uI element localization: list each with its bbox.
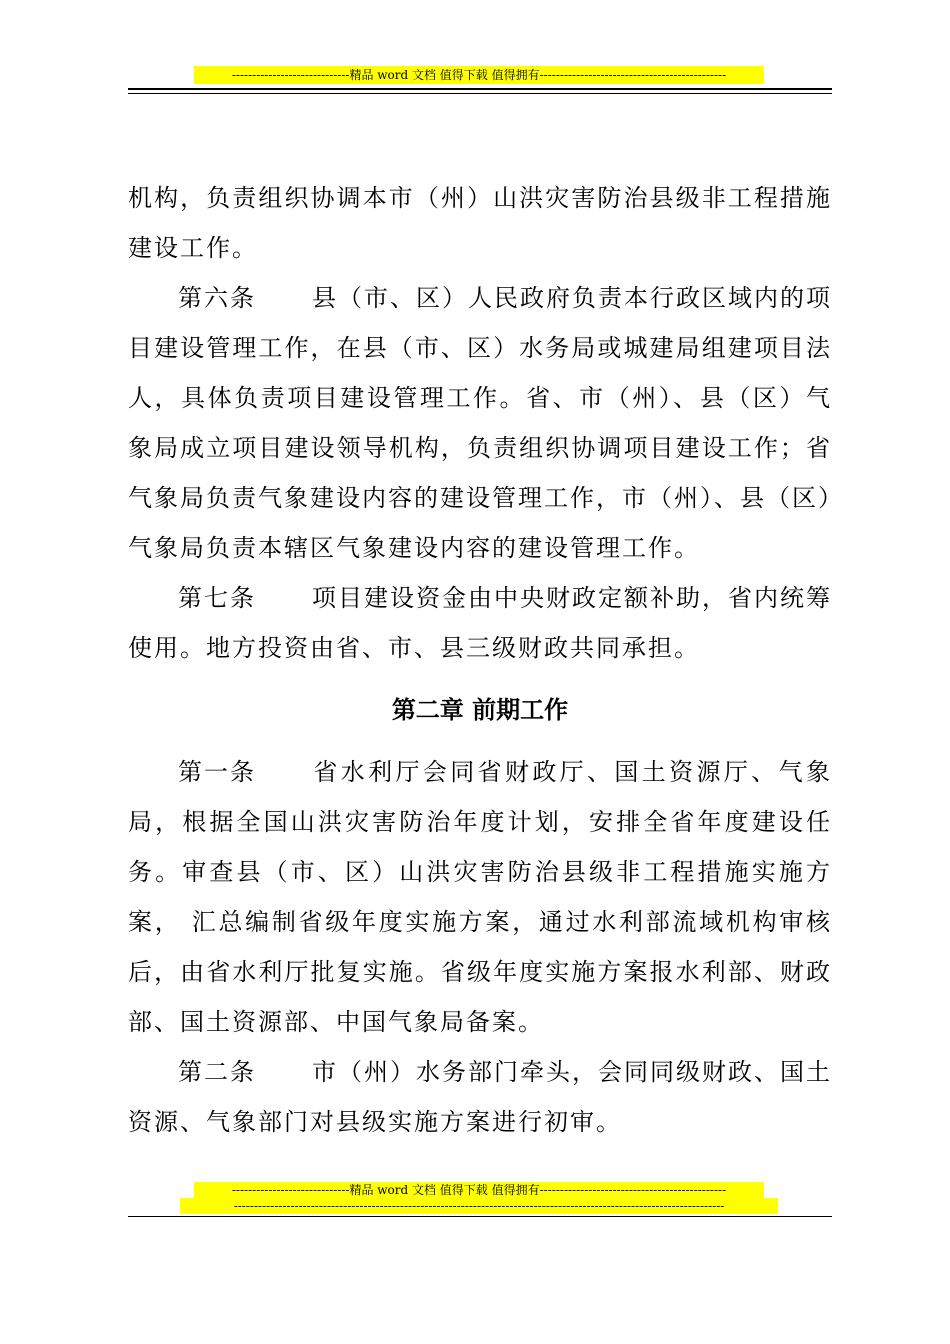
- article-7: [128, 573, 832, 673]
- footer-banner: -----------------------------精品 word 文档 值得下载 值得拥有----------------------------------------------: [194, 1182, 764, 1198]
- article-6-text: 县（市、区）人民政府负责本行政区域内的项目建设管理工作，在县（市、区）水务局或城建局组建项目法人，具体负责项目建设管理工作。省、市（州）、县（区）气象局成立项目建设领导机构，负责组织协调项目建设工作；省气象局负责气象建设内容的建设管理工作，市（州）、县（区）气象局负责本辖区气象建设内容的建设管理工作。: [128, 284, 832, 562]
- article-1: [128, 747, 832, 1047]
- article-7-number: 第七条: [178, 584, 256, 612]
- footer-banner-dashes: -------------------------------------------------------------------------------------------------------------------------: [180, 1198, 778, 1214]
- header-rule-thin: [128, 93, 832, 94]
- article-7-text: 项目建设资金由中央财政定额补助，省内统筹使用。地方投资由省、市、县三级财政共同承担。: [128, 584, 832, 662]
- article-6-number: 第六条: [178, 284, 256, 312]
- document-body: [128, 173, 832, 1147]
- header-rule-thick: [128, 88, 832, 90]
- article-2-text: 市（州）水务部门牵头，会同同级财政、国土资源、气象部门对县级实施方案进行初审。: [128, 1058, 832, 1136]
- article-1-number: 第一条: [178, 758, 256, 786]
- article-1-text: 省水利厅会同省财政厅、国土资源厅、气象局，根据全国山洪灾害防治年度计划，安排全省年度建设任务。审查县（市、区）山洪灾害防治县级非工程措施实施方案， 汇总编制省级年度实施方案，通过水利部流域机构审核后，由省水利厅批复实施。省级年度实施方案报水利部、财政部、国土资源部、中国气象局备案。: [128, 758, 832, 1036]
- article-2: [128, 1047, 832, 1147]
- article-2-number: 第二条: [178, 1058, 256, 1086]
- article-6: [128, 273, 832, 573]
- chapter-title: 第二章 前期工作: [391, 696, 569, 724]
- header-banner: -----------------------------精品 word 文档 值得下载 值得拥有----------------------------------------------: [194, 66, 764, 84]
- footer-rule: [128, 1216, 832, 1217]
- paragraph-continuation: 机构，负责组织协调本市（州）山洪灾害防治县级非工程措施建设工作。: [128, 184, 832, 262]
